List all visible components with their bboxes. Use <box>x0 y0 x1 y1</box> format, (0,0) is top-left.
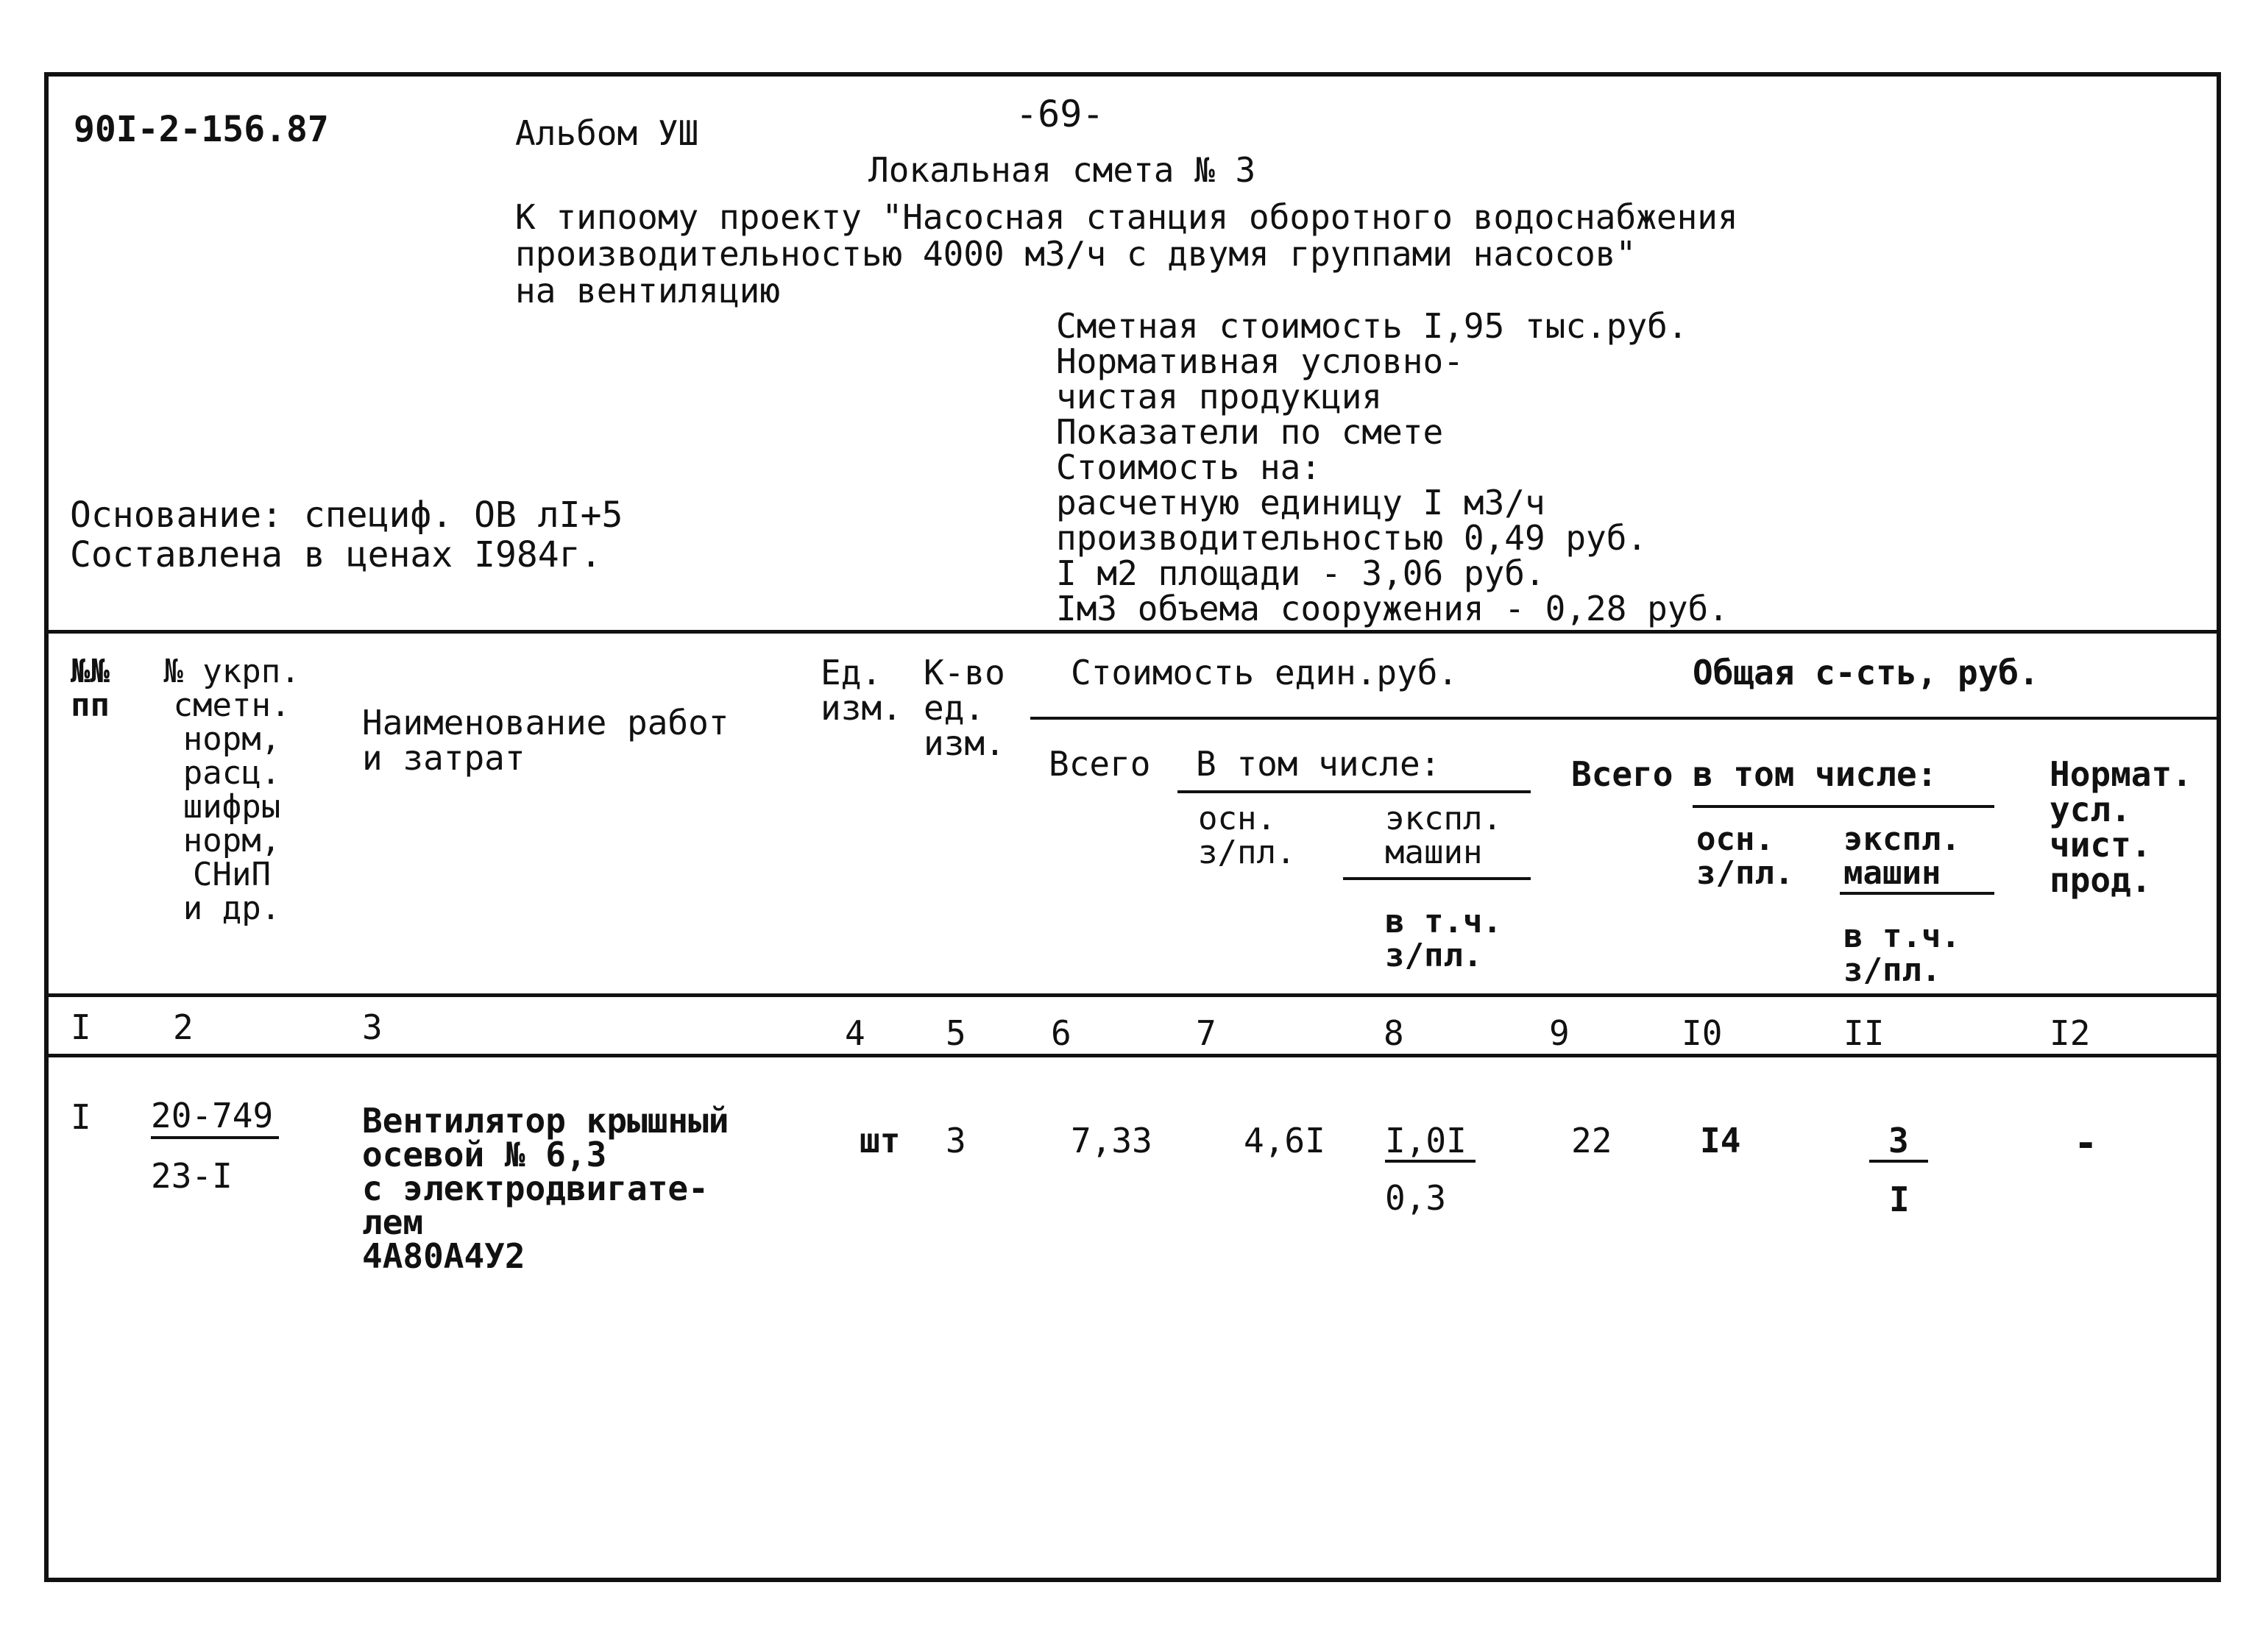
row-code-bottom: 23-I <box>151 1156 233 1196</box>
col-number-3: 3 <box>362 1007 383 1047</box>
cost-group-rule <box>1030 717 2217 720</box>
col-number-5: 5 <box>946 1013 966 1053</box>
cost-line-3: чистая продукция <box>1056 377 1383 416</box>
project-line-3: на вентиляцию <box>515 271 781 311</box>
col-number-6: 6 <box>1051 1013 1071 1053</box>
col-number-1: I <box>71 1007 91 1047</box>
header-unit-cost: Стоимость един.руб. <box>1071 653 1459 692</box>
table-top-rule <box>49 630 2217 634</box>
cost-line-4: Показатели по смете <box>1056 412 1444 452</box>
total-machines-rule <box>1840 892 1994 895</box>
header-col2: № укрп. сметн. норм, расц. шифры норм, СНиП и др. <box>163 653 300 927</box>
unit-machines-rule <box>1343 877 1531 880</box>
header-unit-machines: экспл. машин <box>1385 800 1502 871</box>
header-total-machines: экспл. машин <box>1843 820 1960 892</box>
row-name: Вентилятор крышный осевой № 6,3 с электродвигате- лем 4А80А4У2 <box>362 1101 729 1276</box>
row-unit-total: 7,33 <box>1071 1121 1152 1160</box>
row-unit-machines: I,0I <box>1385 1123 1476 1163</box>
header-col3: Наименование работ и затрат <box>362 703 729 778</box>
header-total-all: Всего <box>1571 754 1673 794</box>
header-total-base-wage: осн. з/пл. <box>1696 820 1794 892</box>
cost-line-7: производительностью 0,49 руб. <box>1056 518 1648 558</box>
row-total-machines-wage: I <box>1889 1180 1910 1219</box>
row-unit-machines-wage: 0,3 <box>1385 1178 1447 1218</box>
col-number-7: 7 <box>1196 1013 1216 1053</box>
column-numbers-rule <box>49 1054 2217 1057</box>
cost-line-6: расчетную единицу I м3/ч <box>1056 483 1545 522</box>
album-label: Альбом УШ <box>515 113 699 153</box>
page-number: -69- <box>1016 93 1105 135</box>
project-line-1: К типоому проекту "Насосная станция оборотного водоснабжения <box>515 197 1738 237</box>
estimate-title: Локальная смета № 3 <box>868 150 1256 190</box>
basis-line-1: Основание: специф. ОВ лI+5 <box>70 494 623 536</box>
total-incl-rule <box>1693 805 1994 808</box>
row-total-machines: 3 <box>1869 1123 1928 1163</box>
document-code: 90I-2-156.87 <box>74 109 329 150</box>
row-qty: 3 <box>946 1121 966 1160</box>
row-total: 22 <box>1571 1121 1612 1160</box>
col-number-8: 8 <box>1384 1013 1404 1053</box>
header-unit-machines-wage: в т.ч. з/пл. <box>1385 903 1502 974</box>
header-total-incl: в том числе: <box>1693 754 1938 794</box>
col-number-12: I2 <box>2050 1013 2091 1053</box>
header-col5: К-во ед. изм. <box>924 653 1005 763</box>
cost-line-2: Нормативная условно- <box>1056 341 1464 381</box>
row-total-base-wage: I4 <box>1700 1121 1741 1160</box>
header-col4: Ед. изм. <box>821 653 902 728</box>
header-bottom-rule <box>49 993 2217 997</box>
col-number-11: II <box>1843 1013 1885 1053</box>
header-total-machines-wage: в т.ч. з/пл. <box>1843 918 1960 989</box>
row-code-top: 20-749 <box>151 1098 279 1139</box>
header-total-cost: Общая с-сть, руб. <box>1693 653 2039 692</box>
header-unit-incl: В том числе: <box>1196 744 1441 784</box>
cost-line-1: Сметная стоимость I,95 тыс.руб. <box>1056 306 1688 346</box>
header-norm: Нормат. усл. чист. прод. <box>2050 754 2192 900</box>
row-unit: шт <box>860 1121 901 1160</box>
cost-line-5: Стоимость на: <box>1056 447 1322 487</box>
row-unit-base-wage: 4,6I <box>1244 1121 1325 1160</box>
col-number-9: 9 <box>1549 1013 1570 1053</box>
basis-line-2: Составлена в ценах I984г. <box>70 534 602 575</box>
col-number-2: 2 <box>173 1007 194 1047</box>
project-line-2: производительностью 4000 м3/ч с двумя группами насосов" <box>515 234 1637 274</box>
cost-line-9: Iм3 объема сооружения - 0,28 руб. <box>1056 589 1729 628</box>
unit-incl-rule <box>1177 790 1531 793</box>
col-number-10: I0 <box>1682 1013 1723 1053</box>
row-number: I <box>71 1097 91 1137</box>
header-col1: №№ пп <box>71 653 110 724</box>
row-norm: - <box>2074 1120 2098 1166</box>
header-unit-base-wage: осн. з/пл. <box>1198 800 1296 871</box>
cost-line-8: I м2 площади - 3,06 руб. <box>1056 553 1545 593</box>
header-unit-all: Всего <box>1049 744 1151 784</box>
col-number-4: 4 <box>845 1013 865 1053</box>
